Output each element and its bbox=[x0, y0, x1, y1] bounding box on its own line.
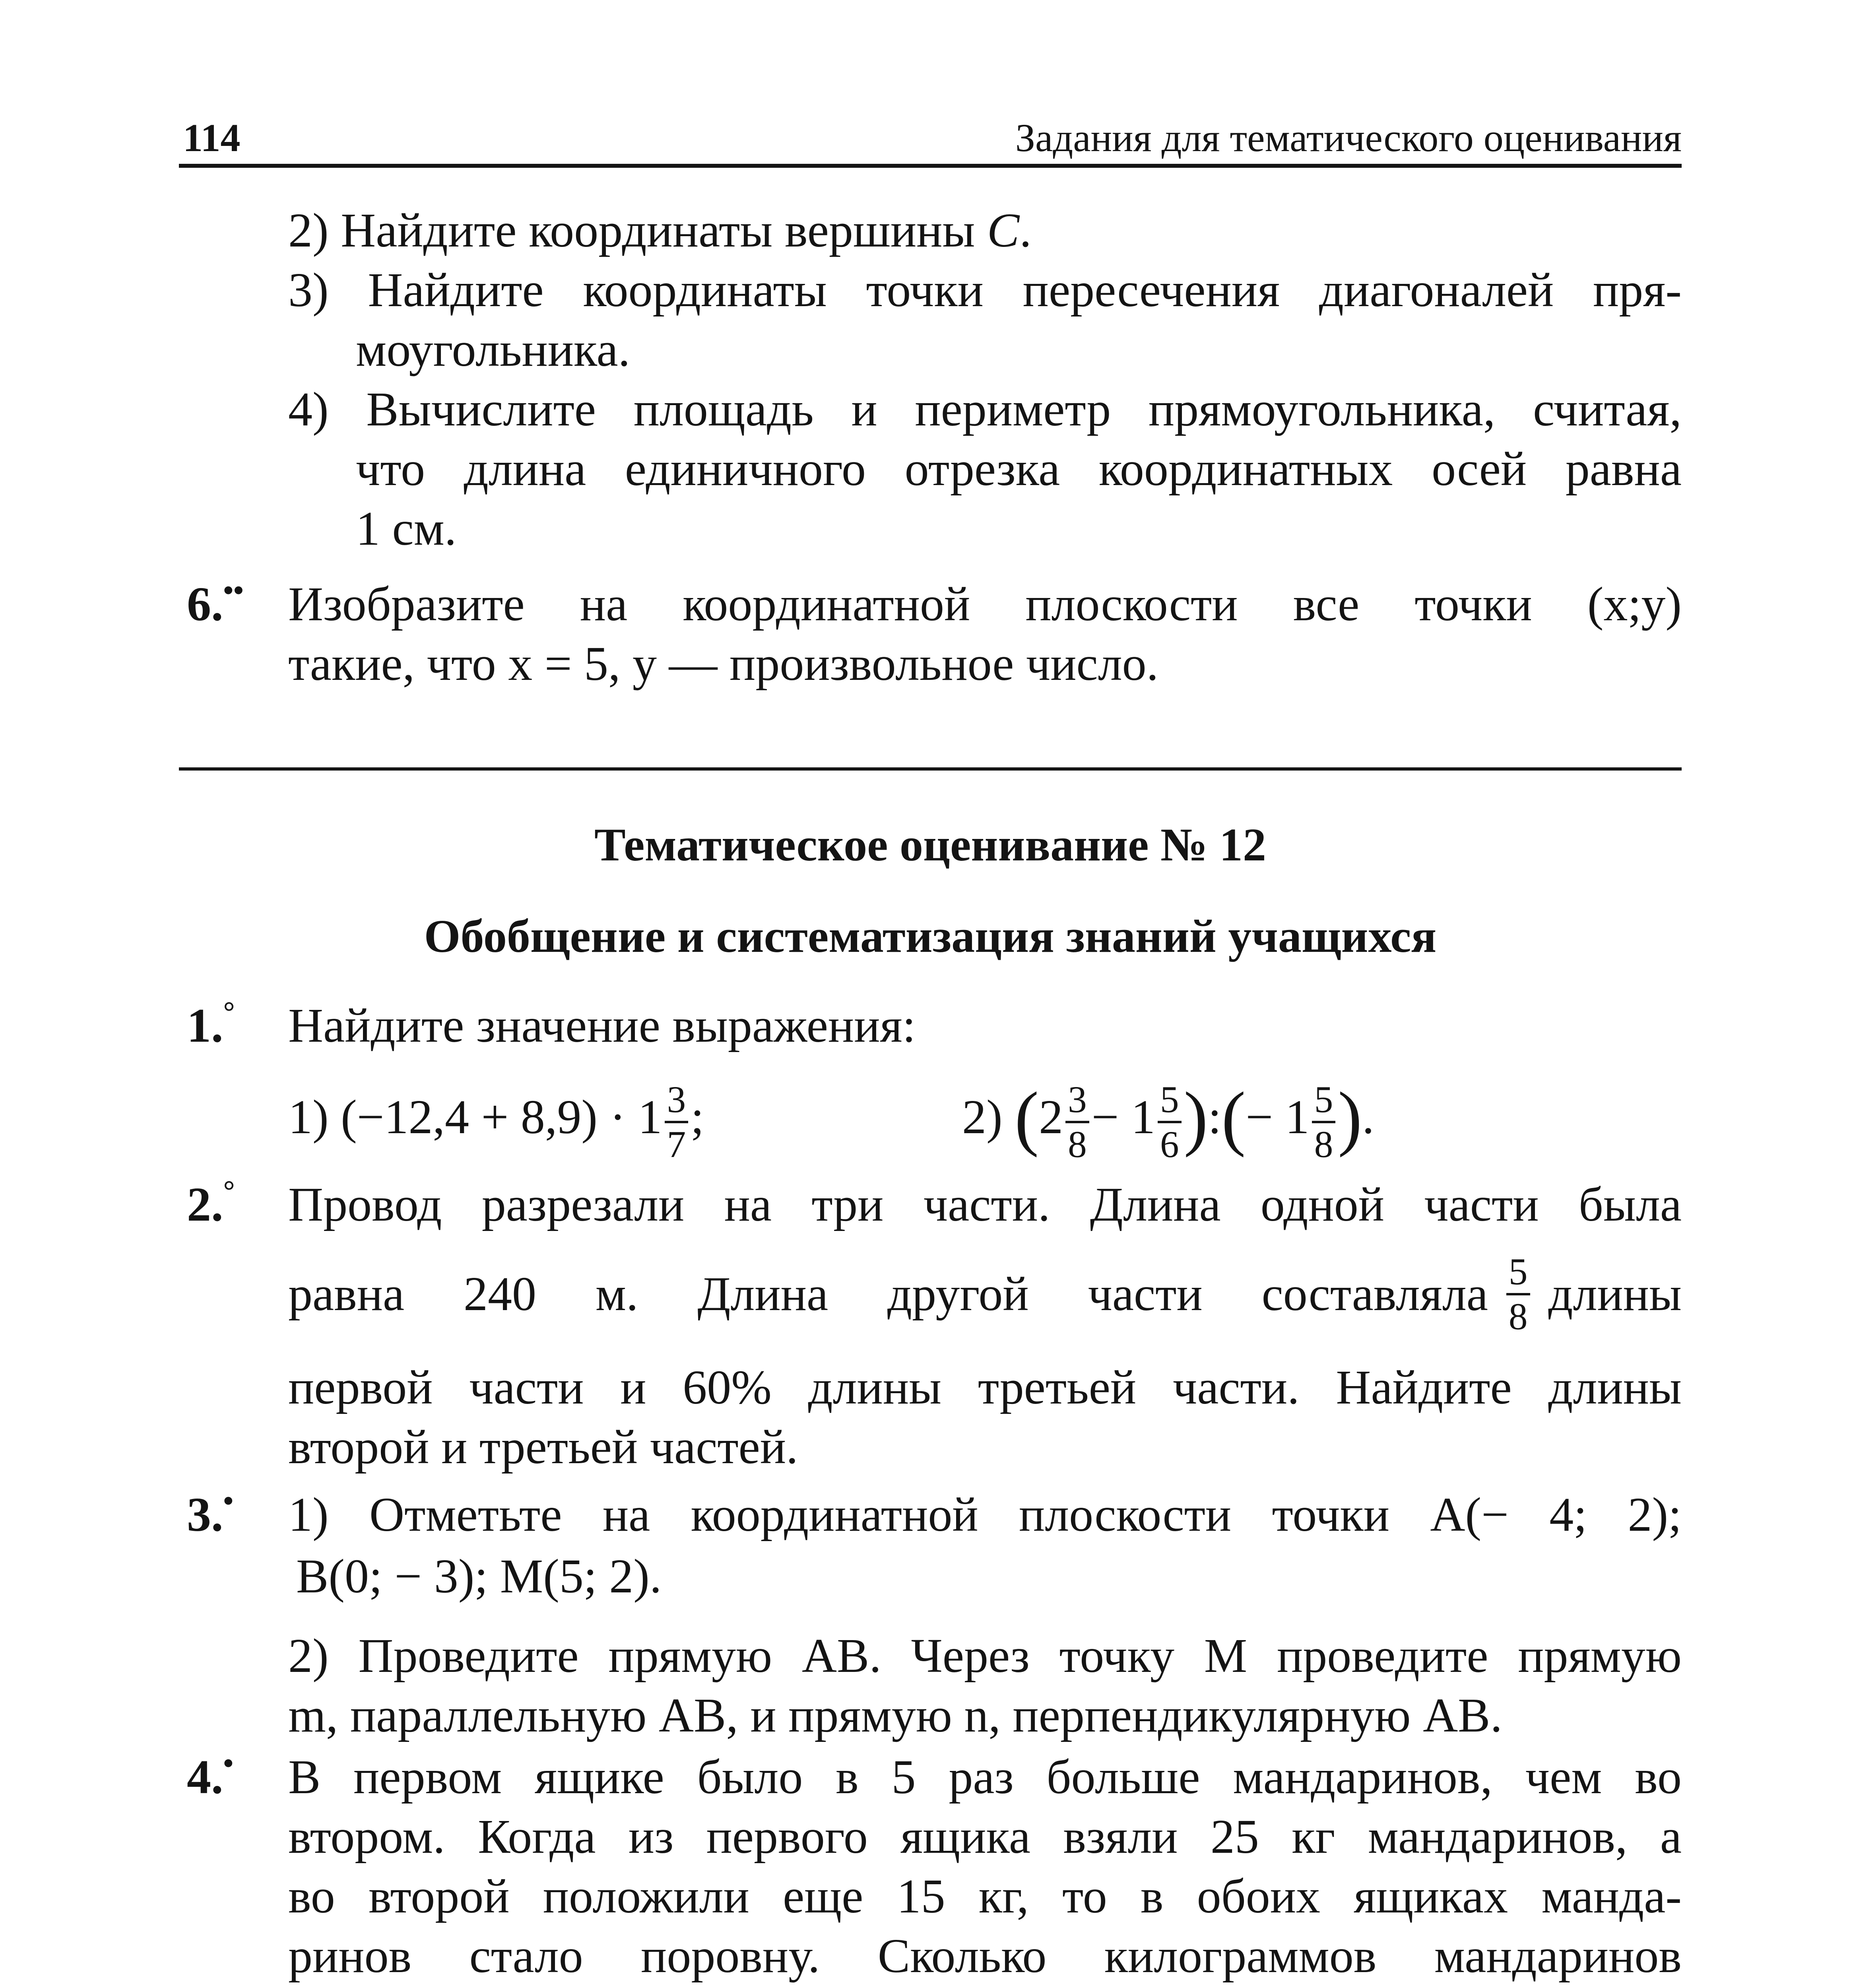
fraction: $\frac{3}{7}$ bbox=[665, 1081, 689, 1163]
task-4-number: 4.• bbox=[187, 1747, 234, 1804]
task-2-number: 2.° bbox=[187, 1174, 235, 1231]
prev-item-2: 2) Найдите координаты вершины C. bbox=[288, 204, 1032, 257]
task-3-line3: 2) Проведите прямую AB. Через точку M проведите прямую bbox=[288, 1629, 1682, 1683]
task-1-expression-2: 2) (2 $\frac{3}{8}$ − 1 $\frac{5}{6}$ ):(− 1 $\frac{5}{8}$ ). bbox=[962, 1077, 1374, 1165]
fraction: $\frac{5}{6}$ bbox=[1158, 1081, 1182, 1163]
fraction: $\frac{5}{8}$ bbox=[1506, 1253, 1530, 1336]
fraction: $\frac{3}{8}$ bbox=[1065, 1081, 1089, 1163]
section-subtitle: Обобщение и систематизация знаний учащихся bbox=[424, 910, 1437, 962]
task-2-line1: Провод разрезали на три части. Длина одной части была bbox=[288, 1178, 1682, 1231]
task-3-line2: B(0; − 3); M(5; 2). bbox=[296, 1549, 662, 1603]
task-4-line3: во второй положили еще 15 кг, то в обоих ящиках манда- bbox=[288, 1870, 1682, 1923]
task-4-line4: ринов стало поровну. Сколько килограммов мандаринов bbox=[288, 1929, 1682, 1983]
task-4-line5 bbox=[288, 1986, 932, 1988]
task-2-line2: равна 240 м. Длина другой части составляла $\frac{5}{8}$ длины bbox=[288, 1250, 1682, 1338]
task-2-line3: первой части и 60% длины третьей части. Найдите длины bbox=[288, 1361, 1682, 1414]
section-title: Тематическое оценивание № 12 bbox=[594, 819, 1267, 871]
task-1-number: 1.° bbox=[187, 995, 235, 1052]
prev-task-6-line1: Изобразите на координатной плоскости все точки (x;y) bbox=[288, 577, 1682, 631]
task-3-number: 3.• bbox=[187, 1484, 234, 1541]
prev-item-4-line2: что длина единичного отрезка координатных осей равна bbox=[356, 442, 1682, 496]
prev-item-3-line2: моугольника. bbox=[356, 323, 631, 377]
task-1-expression-1: 1) (−12,4 + 8,9) · 1 $\frac{3}{7}$ ; bbox=[288, 1078, 704, 1165]
task-4-line2: втором. Когда из первого ящика взяли 25 кг мандаринов, а bbox=[288, 1810, 1682, 1864]
task-1-text: Найдите значение выражения: bbox=[288, 999, 916, 1052]
task-3-line1: 1) Отметьте на координатной плоскости точки A(− 4; 2); bbox=[288, 1488, 1682, 1541]
prev-task-6-line2: такие, что x = 5, y — произвольное число. bbox=[288, 637, 1159, 691]
section-divider bbox=[179, 767, 1682, 771]
task-3-line4: m, параллельную AB, и прямую n, перпендикулярную AB. bbox=[288, 1689, 1503, 1742]
task-4-line1: В первом ящике было в 5 раз больше мандаринов, чем во bbox=[288, 1750, 1682, 1804]
prev-item-4-line1: 4) Вычислите площадь и периметр прямоугольника, считая, bbox=[288, 382, 1682, 436]
running-header bbox=[179, 104, 1682, 168]
task-2-line4: второй и третьей частей. bbox=[288, 1420, 798, 1474]
page-number: 114 bbox=[183, 116, 241, 160]
fraction: $\frac{5}{8}$ bbox=[1312, 1081, 1336, 1163]
prev-task-6-number: 6.•• bbox=[187, 574, 244, 631]
running-title: Задания для тематического оценивания bbox=[1015, 116, 1682, 160]
prev-item-4-line3: 1 см. bbox=[356, 502, 457, 555]
prev-item-3-line1: 3) Найдите координаты точки пересечения диагоналей пря- bbox=[288, 263, 1682, 317]
